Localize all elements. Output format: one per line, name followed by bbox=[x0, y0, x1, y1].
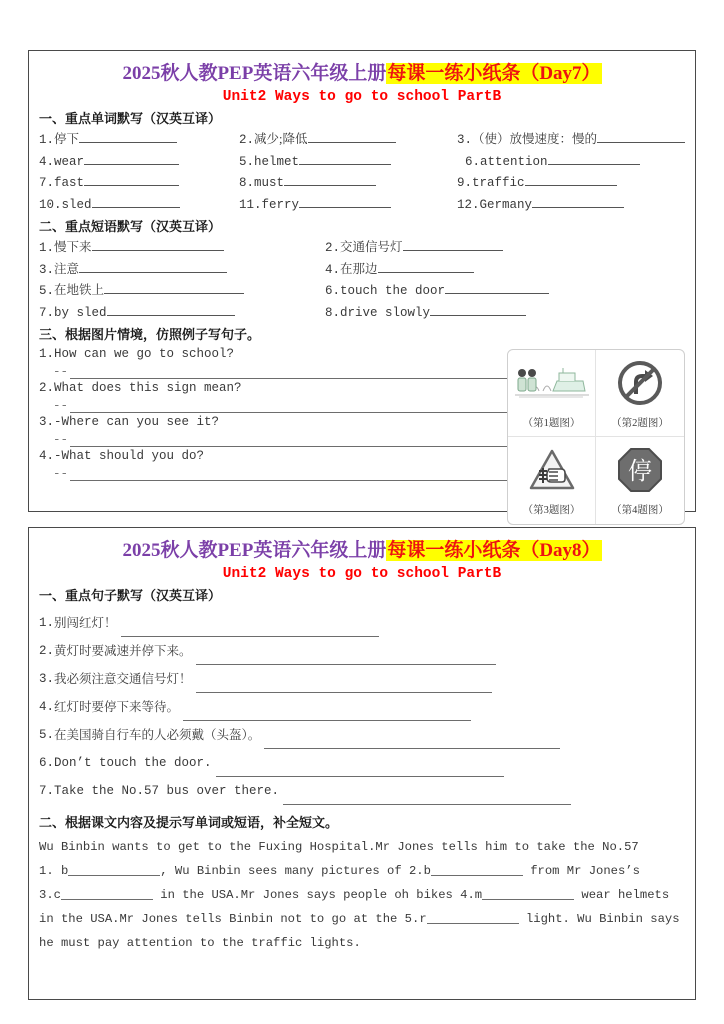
day7-section3-heading: 三、根据图片情境，仿照例子写句子。 bbox=[39, 327, 261, 342]
question-text: 4.-What should you do? bbox=[39, 449, 205, 463]
word-item bbox=[457, 194, 685, 216]
picture-cell-2 bbox=[596, 350, 684, 437]
answer-blank[interactable] bbox=[299, 151, 391, 165]
answer-dash: -- bbox=[53, 399, 69, 413]
sentence-item bbox=[39, 665, 685, 693]
word-num: 1. bbox=[39, 133, 55, 147]
phrase-item bbox=[39, 259, 325, 281]
cloze-hint: m bbox=[474, 888, 483, 902]
answer-line bbox=[39, 398, 509, 413]
answer-blank[interactable] bbox=[196, 674, 492, 693]
cloze-blank[interactable] bbox=[68, 861, 160, 876]
answer-blank[interactable] bbox=[308, 129, 396, 143]
phrase-text: 慢下来 bbox=[54, 240, 92, 254]
word-item bbox=[39, 151, 239, 173]
sentence-item bbox=[39, 637, 685, 665]
word-item bbox=[39, 194, 239, 216]
cloze-line bbox=[39, 835, 685, 859]
picture-caption: （第3题图） bbox=[522, 505, 581, 516]
answer-blank[interactable] bbox=[70, 432, 509, 447]
word-num: 7. bbox=[39, 176, 55, 190]
day8-title bbox=[39, 538, 685, 564]
answer-blank[interactable] bbox=[121, 618, 379, 637]
picture-reference-box bbox=[507, 349, 685, 525]
answer-dash: -- bbox=[53, 433, 69, 447]
sentence-num: 7. bbox=[39, 784, 55, 798]
no-right-turn-sign-icon bbox=[617, 357, 663, 409]
cloze-text: in the USA.Mr Jones tells Binbin not to go at the 5. bbox=[39, 912, 420, 926]
day8-section1-heading: 一、重点句子默写（汉英互译） bbox=[39, 588, 222, 603]
sentence-text: 别闯红灯！ bbox=[54, 616, 117, 630]
cloze-hint: r bbox=[419, 912, 427, 926]
sentence-num: 4. bbox=[39, 700, 55, 714]
answer-blank[interactable] bbox=[70, 364, 509, 379]
cloze-line bbox=[39, 859, 685, 883]
phrase-item bbox=[39, 302, 325, 324]
answer-blank[interactable] bbox=[70, 398, 509, 413]
cloze-hint: b bbox=[53, 864, 69, 878]
word-item bbox=[39, 172, 239, 194]
cloze-num: 1. bbox=[39, 864, 54, 878]
worksheet-day7 bbox=[28, 50, 696, 516]
cloze-text: wear helmets bbox=[574, 888, 670, 902]
word-text: traffic bbox=[472, 176, 525, 190]
word-text: 停下 bbox=[54, 132, 80, 146]
cloze-text: Wu Binbin wants to get to the Fuxing Hospital.Mr Jones tells him to take the No.57 bbox=[39, 840, 639, 854]
sentence-num: 5. bbox=[39, 728, 55, 742]
word-text: sled bbox=[61, 197, 92, 212]
answer-blank[interactable] bbox=[299, 194, 391, 208]
day8-section2-heading: 二、根据课文内容及提示写单词或短语，补全短文。 bbox=[39, 815, 339, 830]
sentence-num: 6. bbox=[39, 756, 55, 770]
cloze-blank[interactable] bbox=[427, 909, 519, 924]
phrase-text: by sled bbox=[54, 305, 107, 320]
cloze-blank[interactable] bbox=[431, 861, 523, 876]
phrase-text: 在那边 bbox=[340, 261, 378, 276]
worksheet-day8 bbox=[28, 527, 696, 1000]
sentence-item bbox=[39, 721, 685, 749]
picture-caption: （第1题图） bbox=[522, 417, 581, 429]
answer-blank[interactable] bbox=[283, 786, 571, 805]
day7-title-main: 2025秋人教PEP英语六年级上册 bbox=[122, 63, 387, 84]
word-num: 12. bbox=[457, 197, 480, 212]
picture-caption: （第2题图） bbox=[611, 417, 669, 429]
answer-blank[interactable] bbox=[79, 259, 227, 273]
answer-blank[interactable] bbox=[79, 129, 177, 143]
sentence-text: 黄灯时要减速并停下来。 bbox=[54, 644, 192, 658]
sentence-num: 1. bbox=[39, 616, 55, 630]
answer-blank[interactable] bbox=[264, 730, 560, 749]
sentence-text: 在美国骑自行车的人必须戴（头盔）。 bbox=[54, 728, 261, 742]
answer-blank[interactable] bbox=[92, 237, 224, 251]
word-text: ferry bbox=[261, 197, 300, 212]
word-text: 减少;降低 bbox=[254, 132, 308, 146]
phrase-num: 1. bbox=[39, 241, 55, 255]
answer-blank[interactable] bbox=[84, 172, 179, 186]
word-text: （使）放慢速度：慢的 bbox=[472, 132, 598, 146]
phrase-text: drive slowly bbox=[340, 305, 431, 320]
word-num: 11. bbox=[239, 197, 262, 212]
answer-line bbox=[39, 466, 509, 481]
day8-sentence-list bbox=[39, 609, 685, 805]
day8-subtitle: Unit2 Ways to go to school PartB bbox=[222, 566, 502, 582]
phrase-num: 8. bbox=[325, 305, 341, 320]
phrase-text: touch the door bbox=[340, 284, 446, 298]
picture-caption: （第4题图） bbox=[611, 505, 669, 516]
word-item bbox=[457, 129, 685, 151]
ferry-scene-icon bbox=[513, 357, 591, 409]
answer-blank[interactable] bbox=[430, 302, 526, 316]
picture-cell-1 bbox=[508, 350, 596, 437]
phrase-item bbox=[325, 302, 685, 324]
phrase-num: 5. bbox=[39, 284, 55, 298]
sentence-item bbox=[39, 609, 685, 637]
word-num: 4. bbox=[39, 154, 55, 169]
day8-title-highlight: 每课一练小纸条（Day8） bbox=[387, 540, 601, 561]
answer-blank[interactable] bbox=[183, 702, 471, 721]
cloze-text: light. Wu Binbin says bbox=[518, 912, 680, 926]
phrase-item bbox=[325, 259, 685, 281]
phrase-text: 交通信号灯 bbox=[340, 240, 403, 254]
word-num: 3. bbox=[457, 133, 473, 147]
answer-dash: -- bbox=[53, 467, 69, 481]
sentence-text: 红灯时要停下来等待。 bbox=[54, 700, 180, 714]
day7-section3-body bbox=[39, 345, 685, 516]
stop-octagon-sign-icon bbox=[617, 444, 663, 496]
cloze-text: , Wu Binbin sees many pictures of 2. bbox=[160, 864, 424, 878]
sentence-item bbox=[39, 749, 685, 777]
word-num: 2. bbox=[239, 133, 255, 147]
word-num: 10. bbox=[39, 197, 62, 212]
warning-hand-triangle-sign-icon bbox=[527, 444, 577, 496]
answer-dash: -- bbox=[53, 365, 69, 379]
word-num: 8. bbox=[239, 176, 255, 190]
word-num: 5. bbox=[239, 154, 255, 169]
day7-subtitle: Unit2 Ways to go to school PartB bbox=[222, 89, 502, 105]
cloze-line bbox=[39, 931, 685, 955]
answer-blank[interactable] bbox=[597, 129, 685, 143]
word-item bbox=[457, 151, 685, 173]
cloze-text: in the USA.Mr Jones says people oh bikes 4. bbox=[152, 888, 475, 902]
answer-blank[interactable] bbox=[70, 466, 509, 481]
day8-title-main: 2025秋人教PEP英语六年级上册 bbox=[122, 540, 387, 561]
word-text: wear bbox=[54, 154, 85, 169]
answer-blank[interactable] bbox=[92, 194, 180, 208]
answer-blank[interactable] bbox=[548, 151, 640, 165]
sentence-item bbox=[39, 693, 685, 721]
phrase-num: 2. bbox=[325, 241, 341, 255]
answer-blank[interactable] bbox=[378, 259, 474, 273]
cloze-line bbox=[39, 907, 685, 931]
picture-cell-3 bbox=[508, 437, 596, 524]
sentence-text: 我必须注意交通信号灯！ bbox=[54, 672, 192, 686]
phrase-num: 6. bbox=[325, 284, 341, 298]
answer-blank[interactable] bbox=[284, 172, 376, 186]
word-item bbox=[39, 129, 239, 151]
cloze-hint: c bbox=[53, 888, 61, 902]
answer-blank[interactable] bbox=[107, 302, 235, 316]
question-text: 2.What does this sign mean? bbox=[39, 381, 242, 395]
word-item bbox=[239, 151, 457, 173]
cloze-text: he must pay attention to the traffic lights. bbox=[39, 936, 361, 950]
word-item bbox=[239, 129, 457, 151]
phrase-num: 4. bbox=[325, 262, 341, 277]
cloze-passage bbox=[39, 835, 685, 955]
phrase-item bbox=[39, 280, 325, 302]
sentence-num: 3. bbox=[39, 672, 55, 686]
picture-cell-4 bbox=[596, 437, 684, 524]
day7-section1-heading: 一、重点单词默写（汉英互译） bbox=[39, 111, 222, 126]
cloze-hint: b bbox=[423, 864, 431, 878]
word-text: helmet bbox=[254, 154, 300, 169]
day7-section2-heading: 二、重点短语默写（汉英互译） bbox=[39, 219, 222, 234]
phrase-num: 3. bbox=[39, 262, 55, 277]
word-text: attention bbox=[480, 154, 548, 169]
day7-phrase-list bbox=[39, 237, 685, 323]
question-text: 1.How can we go to school? bbox=[39, 347, 235, 361]
cloze-num: 3. bbox=[39, 888, 54, 902]
answer-blank[interactable] bbox=[403, 237, 503, 251]
cloze-blank[interactable] bbox=[482, 885, 574, 900]
answer-blank[interactable] bbox=[104, 280, 244, 294]
word-text: Germany bbox=[479, 197, 533, 212]
phrase-num: 7. bbox=[39, 305, 55, 320]
word-text: fast bbox=[54, 176, 85, 190]
word-item bbox=[457, 172, 685, 194]
question-text: 3.-Where can you see it? bbox=[39, 415, 220, 429]
cloze-text: from Mr Jones’s bbox=[522, 864, 640, 878]
phrase-item bbox=[39, 237, 325, 259]
phrase-item bbox=[325, 237, 685, 259]
picture-question-list bbox=[39, 345, 509, 481]
sentence-item bbox=[39, 777, 685, 805]
answer-line bbox=[39, 364, 509, 379]
word-item bbox=[239, 172, 457, 194]
answer-blank[interactable] bbox=[445, 280, 549, 294]
answer-blank[interactable] bbox=[84, 151, 179, 165]
answer-line bbox=[39, 432, 509, 447]
day7-title bbox=[39, 61, 685, 87]
phrase-text: 在地铁上 bbox=[54, 283, 105, 297]
word-item bbox=[239, 194, 457, 216]
phrase-item bbox=[325, 280, 685, 302]
day7-title-highlight: 每课一练小纸条（Day7） bbox=[387, 63, 601, 84]
sentence-text: Don’t touch the door. bbox=[54, 756, 212, 770]
phrase-text: 注意 bbox=[54, 261, 80, 276]
answer-blank[interactable] bbox=[216, 758, 504, 777]
answer-blank[interactable] bbox=[532, 194, 624, 208]
answer-blank[interactable] bbox=[196, 646, 496, 665]
sentence-num: 2. bbox=[39, 644, 55, 658]
cloze-blank[interactable] bbox=[61, 885, 153, 900]
sentence-text: Take the No.57 bus over there. bbox=[54, 784, 280, 798]
stop-glyph: 停 bbox=[628, 458, 652, 485]
word-text: must bbox=[254, 176, 285, 190]
word-num: 9. bbox=[457, 176, 473, 190]
word-num: 6. bbox=[465, 154, 481, 169]
cloze-line bbox=[39, 883, 685, 907]
day7-word-list bbox=[39, 129, 685, 215]
answer-blank[interactable] bbox=[525, 172, 617, 186]
